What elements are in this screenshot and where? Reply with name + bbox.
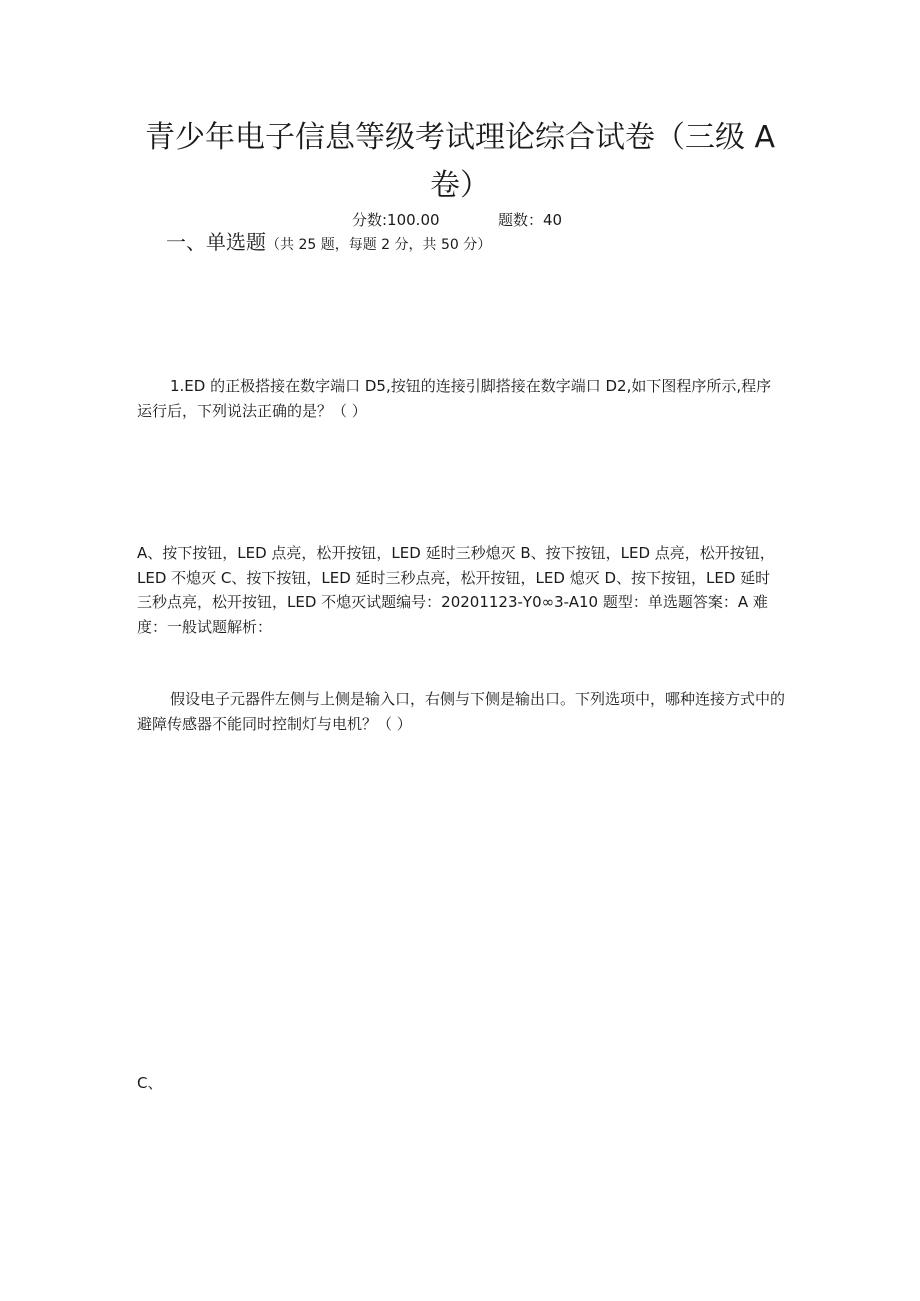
total-score: 分数:100.00 [352, 211, 440, 229]
section-note: （共 25 题，每题 2 分，共 50 分） [266, 237, 492, 253]
question-1-options: A、按下按钮，LED 点亮，松开按钮，LED 延时三秒熄灭 B、按下按钮，LED 点亮，松开按钮，LED 不熄灭 C、按下按钮，LED 延时三秒点亮，松开按钮，LED 熄灭 D、按下按钮，LED 延时三秒点亮，松开按钮，LED 不熄灭试题编号：20201123-Y0∞3-A10 题型：单选题答案：A 难度：一般试题解析： [137, 544, 775, 636]
question-1-stem: 1.ED 的正极搭接在数字端口 D5,按钮的连接引脚搭接在数字端口 D2,如下图程序所示,程序运行后，下列说法正确的是？（ ） [137, 377, 772, 420]
section-title: 一、单选题 [166, 230, 266, 254]
section-heading [166, 228, 491, 259]
question-2-stem: 假设电子元器件左侧与上侧是输入口，右侧与下侧是输出口。下列选项中，哪种连接方式中的避障传感器不能同时控制灯与电机？（ ） [137, 690, 786, 733]
exam-title-line2: 卷） [430, 168, 490, 203]
question-count: 题数：40 [498, 211, 563, 229]
exam-title-line1: 青少年电子信息等级考试理论综合试卷（三级 A [144, 120, 776, 155]
question-2-option-c: C、 [137, 1074, 163, 1092]
